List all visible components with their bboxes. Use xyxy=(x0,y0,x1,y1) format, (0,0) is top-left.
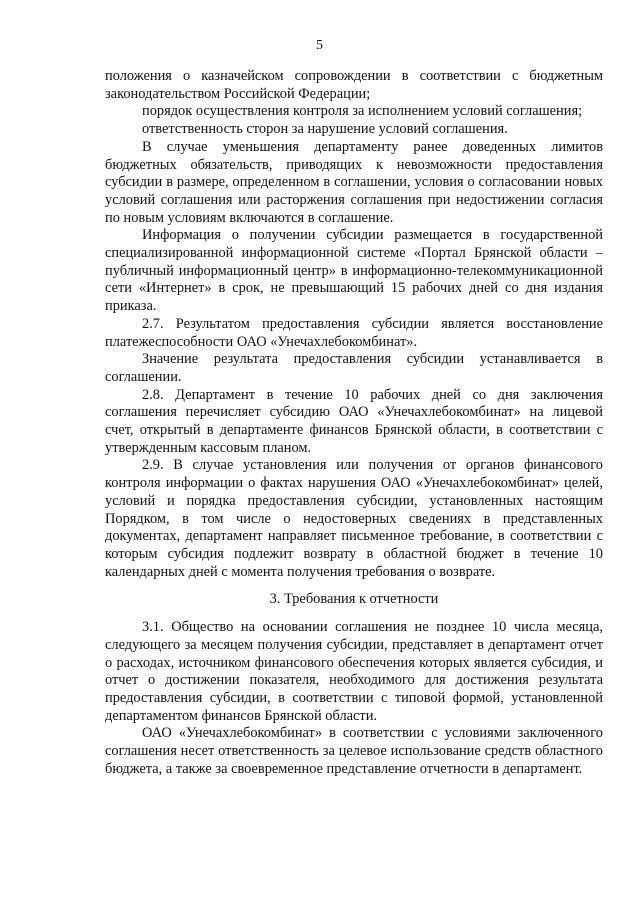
page-number: 5 xyxy=(316,38,323,53)
paragraph-2-8: 2.8. Департамент в течение 10 рабочих дней со дня заключения соглашения перечисляет субсидию ОАО «Унечахлебокомбинат» на лицевой счет, открытый в департаменте финансов Брянской области, в соответствии с утвержденным кассовым планом. xyxy=(105,386,603,456)
paragraph: положения о казначейском сопровождении в соответствии с бюджетным законодательством Российской Федерации; xyxy=(105,68,603,102)
paragraph: Информация о получении субсидии размещается в государственной специализированной информационной системе «Портал Брянской области – публичный информационный центр» в информационно-телекоммуникационной сети «Интернет» в срок, не превышающий 15 рабочих дней со дня издания приказа. xyxy=(105,227,603,315)
paragraph-2-9: 2.9. В случае установления или получения от органов финансового контроля информации о фактах нарушения ОАО «Унечахлебокомбинат» целей, условий и порядка предоставления субсидии, установленных настоящим Порядком, в том числе о недостоверных сведениях в представленных документах, департамент направляет письменное требование, в соответствии с которым субсидия подлежит возврату в областной бюджет в течение 10 календарных дней с момента получения требования о возврате. xyxy=(105,457,603,580)
paragraph-2-7: 2.7. Результатом предоставления субсидии является восстановление платежеспособности ОАО «Унечахлебокомбинат». xyxy=(105,315,603,350)
section-heading: 3. Требования к отчетности xyxy=(269,591,439,608)
paragraph: ответственность сторон за нарушение условий соглашения. xyxy=(142,121,508,138)
document-body xyxy=(105,68,603,778)
paragraph: порядок осуществления контроля за исполнением условий соглашения; xyxy=(142,103,583,120)
paragraph: ОАО «Унечахлебокомбинат» в соответствии с условиями заключенного соглашения несет ответственность за целевое использование средств областного бюджета, а также за своевременное представление отчетности в департамент. xyxy=(105,725,603,777)
paragraph: В случае уменьшения департаменту ранее доведенных лимитов бюджетных обязательств, приводящих к невозможности предоставления субсидии в размере, определенном в соглашении, условия о согласовании новых условий соглашения или расторжения соглашения при недостижении согласия по новым условиям включаются в соглашение. xyxy=(105,138,603,226)
paragraph-3-1: 3.1. Общество на основании соглашения не позднее 10 числа месяца, следующего за месяцем получения субсидии, представляет в департамент отчет о расходах, источником финансового обеспечения которых является субсидия, и отчет о достижении показателя, необходимого для достижения результата предоставления субсидии, в соответствии с типовой формой, установленной департаментом финансов Брянской области. xyxy=(105,619,603,724)
paragraph: Значение результата предоставления субсидии устанавливается в соглашении. xyxy=(105,351,603,385)
